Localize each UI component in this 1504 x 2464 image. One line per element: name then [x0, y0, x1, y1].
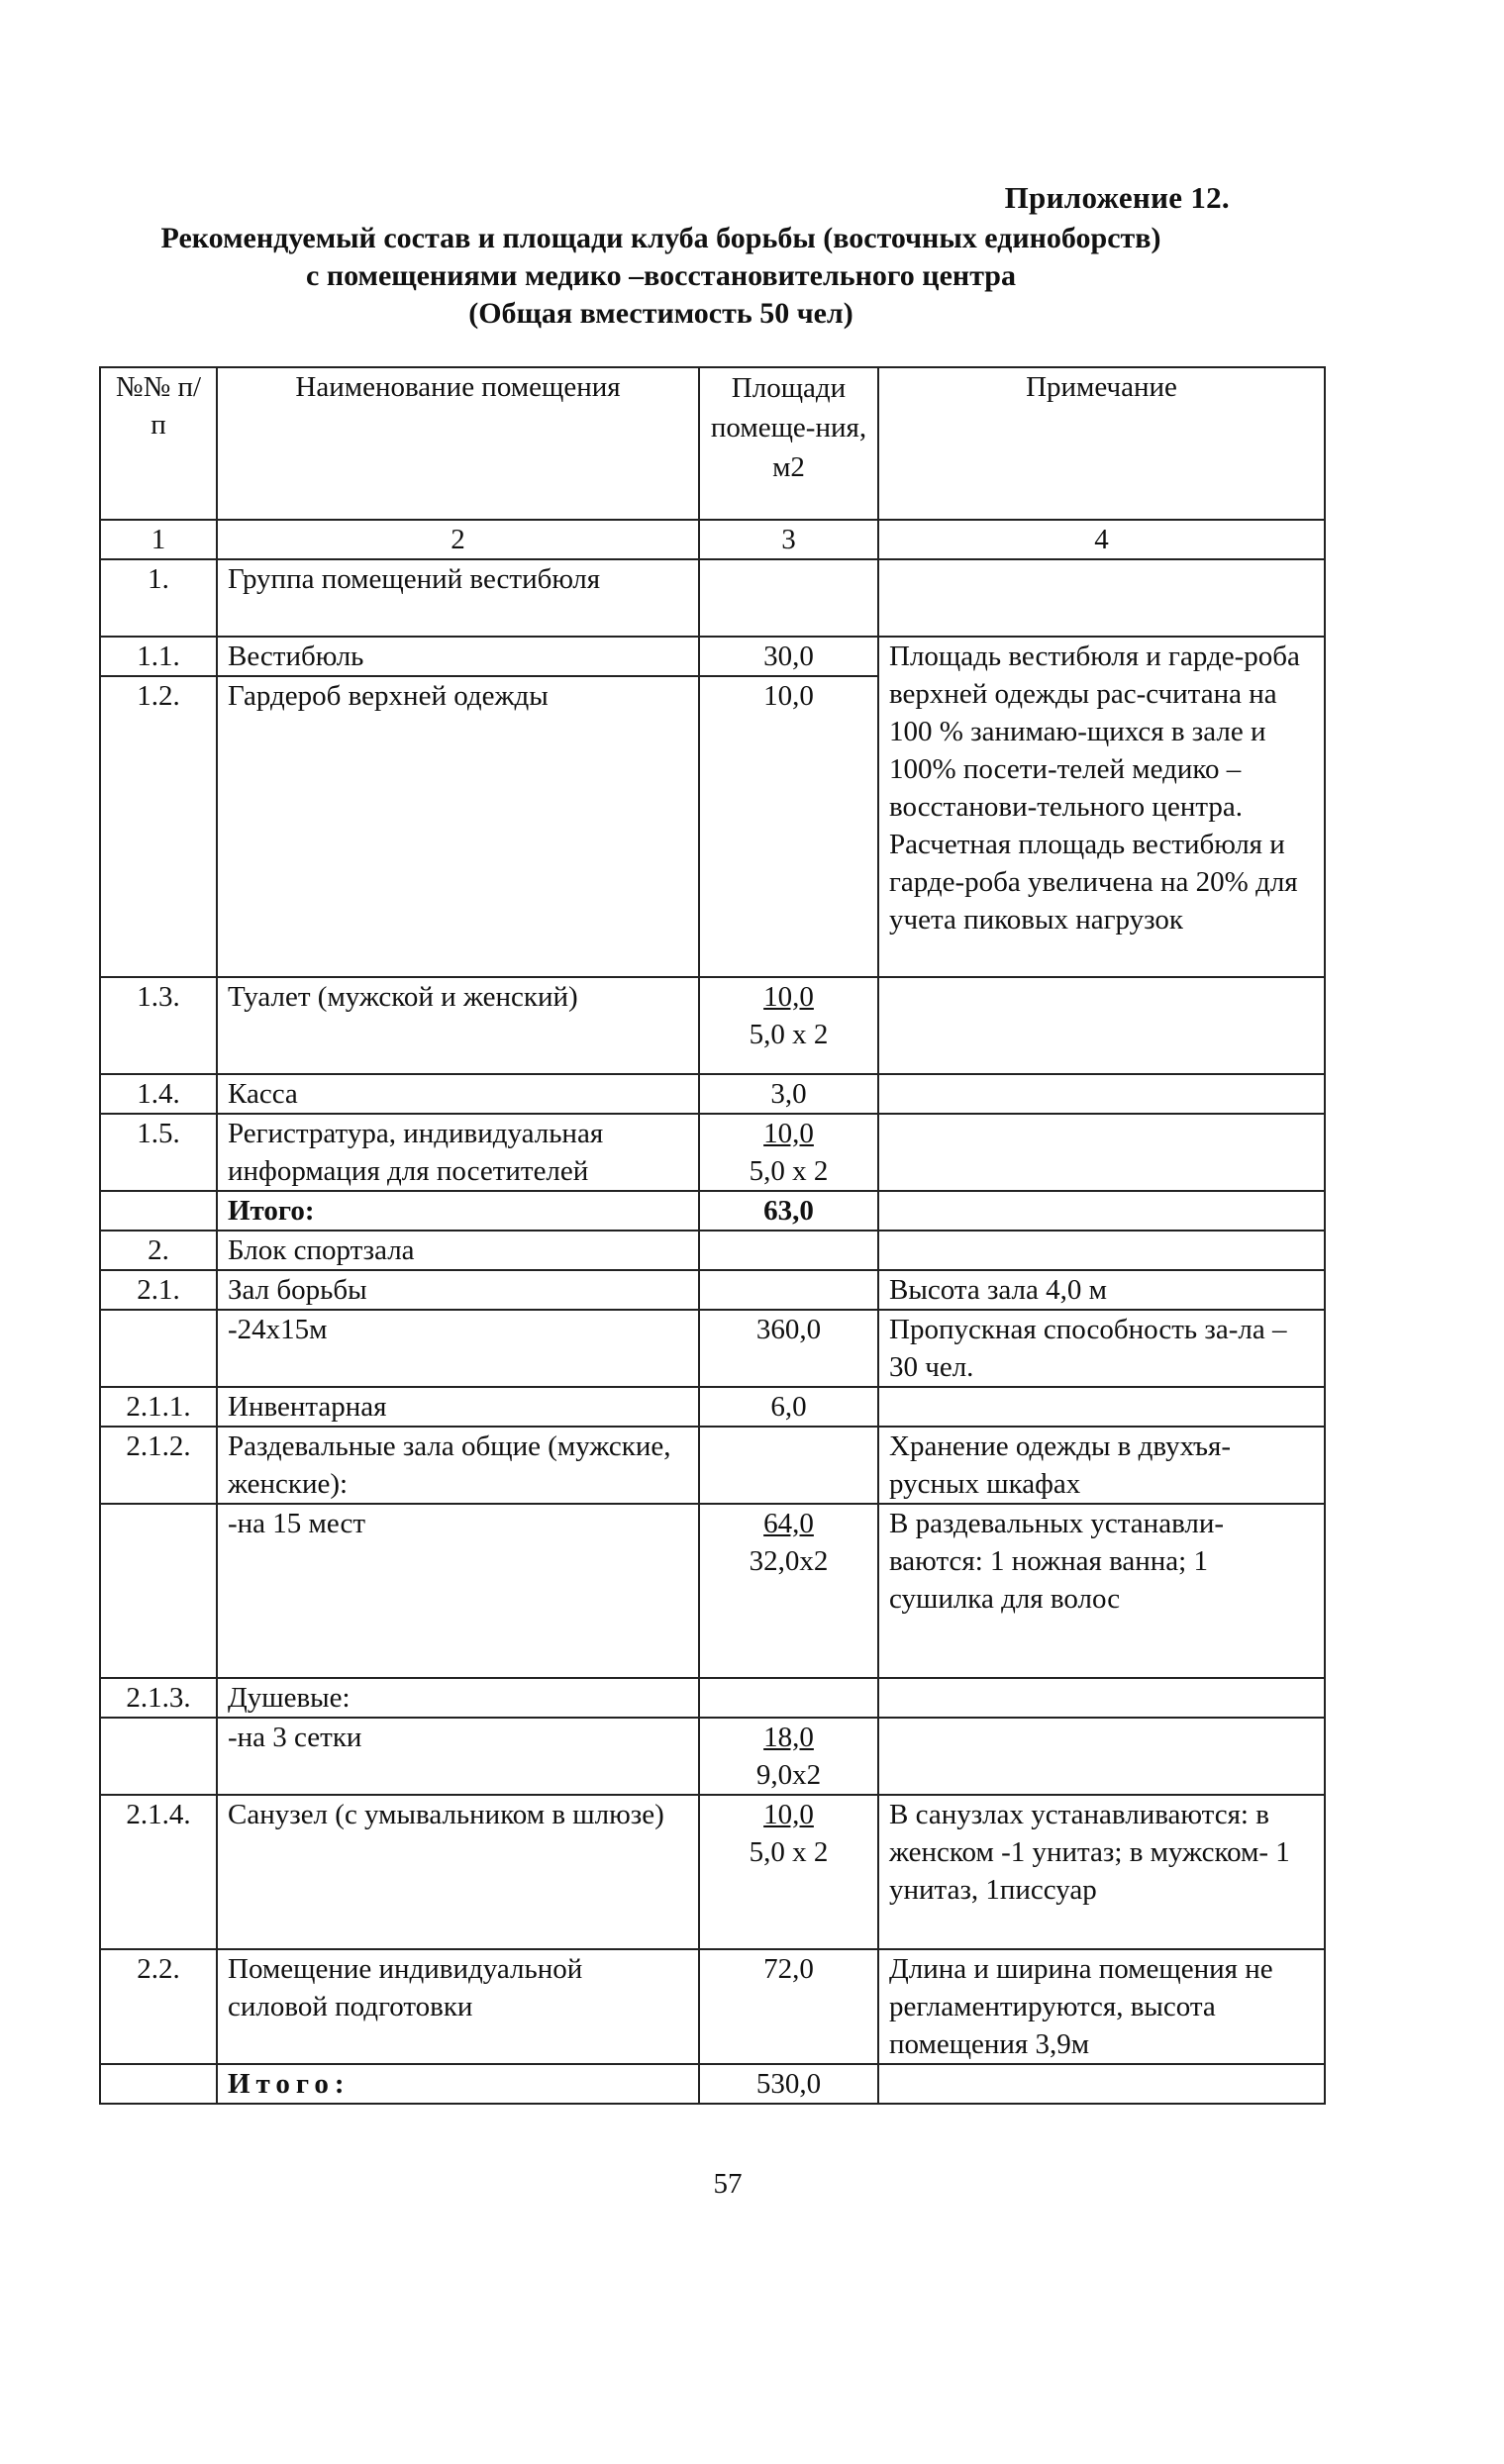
- col-number-3: 3: [699, 520, 878, 559]
- row-area: 30,0: [699, 637, 878, 676]
- page-number: 57: [713, 2168, 743, 2200]
- row-name: Блок спортзала: [217, 1231, 699, 1270]
- row-num: 2.: [100, 1231, 217, 1270]
- row-name: Гардероб верхней одежды: [217, 676, 699, 977]
- row-num: [100, 1504, 217, 1678]
- row-note: Хранение одежды в двухъя-русных шкафах: [878, 1427, 1325, 1504]
- table-row: [100, 1074, 1325, 1114]
- row-area-cell: [699, 977, 878, 1074]
- title-line-1: Рекомендуемый состав и площади клуба борьбы (восточных единоборств): [160, 222, 1161, 254]
- row-note: [878, 559, 1325, 637]
- row-num: 2.1.3.: [100, 1678, 217, 1718]
- row-name: -24х15м: [217, 1310, 699, 1387]
- row-num: [100, 1310, 217, 1387]
- rooms-table: [99, 366, 1326, 2105]
- row-area-detail: 5,0 х 2: [749, 1836, 829, 1868]
- row-area: 63,0: [699, 1191, 878, 1231]
- row-num: 2.1.4.: [100, 1795, 217, 1949]
- header-name: Наименование помещения: [217, 367, 699, 520]
- row-area-cell: [699, 1504, 878, 1678]
- row-area-cell: [699, 1795, 878, 1949]
- row-area: 10,0: [699, 676, 878, 977]
- row-num: 1.5.: [100, 1114, 217, 1191]
- row-num: [100, 1191, 217, 1231]
- row-num: [100, 1718, 217, 1795]
- col-number-1: 1: [100, 520, 217, 559]
- document-title: [99, 220, 1223, 333]
- table-row: [100, 977, 1325, 1074]
- row-area: 10,0: [763, 981, 814, 1013]
- row-note: [878, 2064, 1325, 2104]
- table-row: [100, 1231, 1325, 1270]
- row-area: 3,0: [699, 1074, 878, 1114]
- row-note: Пропускная способность за-ла – 30 чел.: [878, 1310, 1325, 1387]
- row-area-cell: [699, 1718, 878, 1795]
- row-name: Итого:: [217, 2064, 699, 2104]
- row-area-detail: 9,0х2: [755, 1759, 822, 1791]
- row-name: Туалет (мужской и женский): [217, 977, 699, 1074]
- row-name: Касса: [217, 1074, 699, 1114]
- table-row: [100, 1718, 1325, 1795]
- subtotal-row: [100, 1191, 1325, 1231]
- table-row: [100, 559, 1325, 637]
- row-name: Вестибюль: [217, 637, 699, 676]
- table-row: [100, 1795, 1325, 1949]
- row-area: [699, 1427, 878, 1504]
- row-note: [878, 1231, 1325, 1270]
- row-note: [878, 1678, 1325, 1718]
- table-row: [100, 1387, 1325, 1427]
- title-line-3: (Общая вместимость 50 чел): [468, 297, 853, 330]
- row-num: 2.2.: [100, 1949, 217, 2064]
- row-name: Санузел (с умывальником в шлюзе): [217, 1795, 699, 1949]
- row-note: [878, 977, 1325, 1074]
- row-area-cell: [699, 1114, 878, 1191]
- row-area: 360,0: [699, 1310, 878, 1387]
- row-area: 72,0: [699, 1949, 878, 2064]
- table-row: [100, 1270, 1325, 1310]
- row-area: [699, 1678, 878, 1718]
- row-area-detail: 32,0х2: [749, 1545, 829, 1577]
- row-area: 10,0: [763, 1118, 814, 1149]
- row-area: [699, 1270, 878, 1310]
- row-name: Инвентарная: [217, 1387, 699, 1427]
- row-area-detail: 5,0 х 2: [749, 1019, 829, 1050]
- row-num: 1.: [100, 559, 217, 637]
- table-row: [100, 637, 1325, 676]
- row-name: Помещение индивидуальной силовой подготовки: [217, 1949, 699, 2064]
- row-area: 64,0: [763, 1508, 814, 1539]
- row-area: 10,0: [763, 1799, 814, 1830]
- table-row: [100, 1427, 1325, 1504]
- header-area: Площади помеще-ния, м2: [699, 367, 878, 520]
- row-area: [699, 1231, 878, 1270]
- table-header-row: [100, 367, 1325, 520]
- table-row: [100, 1310, 1325, 1387]
- row-num: 1.4.: [100, 1074, 217, 1114]
- row-note: В санузлах устанавливаются: в женском -1 унитаз; в мужском- 1 унитаз, 1писсуар: [878, 1795, 1325, 1949]
- table-row: [100, 1114, 1325, 1191]
- row-note: Площадь вестибюля и гарде-роба верхней одежды рас-считана на 100 % занимаю-щихся в зале и 100% посети-телей медико –восстанови-тельного центра. Расчетная площадь вестибюля и гарде-роба увеличена на 20% для учета пиковых нагрузок: [878, 637, 1325, 977]
- total-row: [100, 2064, 1325, 2104]
- row-note: В раздевальных устанавли-ваются: 1 ножная ванна; 1 сушилка для волос: [878, 1504, 1325, 1678]
- row-name: Регистратура, индивидуальная информация для посетителей: [217, 1114, 699, 1191]
- row-area: 18,0: [763, 1722, 814, 1753]
- row-num: 1.2.: [100, 676, 217, 977]
- column-number-row: [100, 520, 1325, 559]
- col-number-4: 4: [878, 520, 1325, 559]
- row-area-detail: 5,0 х 2: [749, 1155, 829, 1187]
- header-note: Примечание: [878, 367, 1325, 520]
- row-num: [100, 2064, 217, 2104]
- row-name: -на 15 мест: [217, 1504, 699, 1678]
- row-note: [878, 1387, 1325, 1427]
- table-row: [100, 1504, 1325, 1678]
- appendix-label: Приложение 12.: [1004, 180, 1230, 215]
- row-num: 1.1.: [100, 637, 217, 676]
- table-row: [100, 1949, 1325, 2064]
- header-num: №№ п/п: [100, 367, 217, 520]
- row-num: 2.1.2.: [100, 1427, 217, 1504]
- row-area: 6,0: [699, 1387, 878, 1427]
- row-area: [699, 559, 878, 637]
- row-note: Высота зала 4,0 м: [878, 1270, 1325, 1310]
- row-name: Раздевальные зала общие (мужские, женские):: [217, 1427, 699, 1504]
- col-number-2: 2: [217, 520, 699, 559]
- row-note: [878, 1718, 1325, 1795]
- row-name: -на 3 сетки: [217, 1718, 699, 1795]
- row-area: 530,0: [699, 2064, 878, 2104]
- row-note: Длина и ширина помещения не регламентируются, высота помещения 3,9м: [878, 1949, 1325, 2064]
- row-num: 2.1.1.: [100, 1387, 217, 1427]
- table-row: [100, 1678, 1325, 1718]
- row-num: 2.1.: [100, 1270, 217, 1310]
- row-note: [878, 1191, 1325, 1231]
- row-name: Душевые:: [217, 1678, 699, 1718]
- row-name: Группа помещений вестибюля: [217, 559, 699, 637]
- row-num: 1.3.: [100, 977, 217, 1074]
- row-note: [878, 1114, 1325, 1191]
- row-name: Зал борьбы: [217, 1270, 699, 1310]
- row-note: [878, 1074, 1325, 1114]
- row-name: Итого:: [217, 1191, 699, 1231]
- title-line-2: с помещениями медико –восстановительного центра: [306, 259, 1016, 292]
